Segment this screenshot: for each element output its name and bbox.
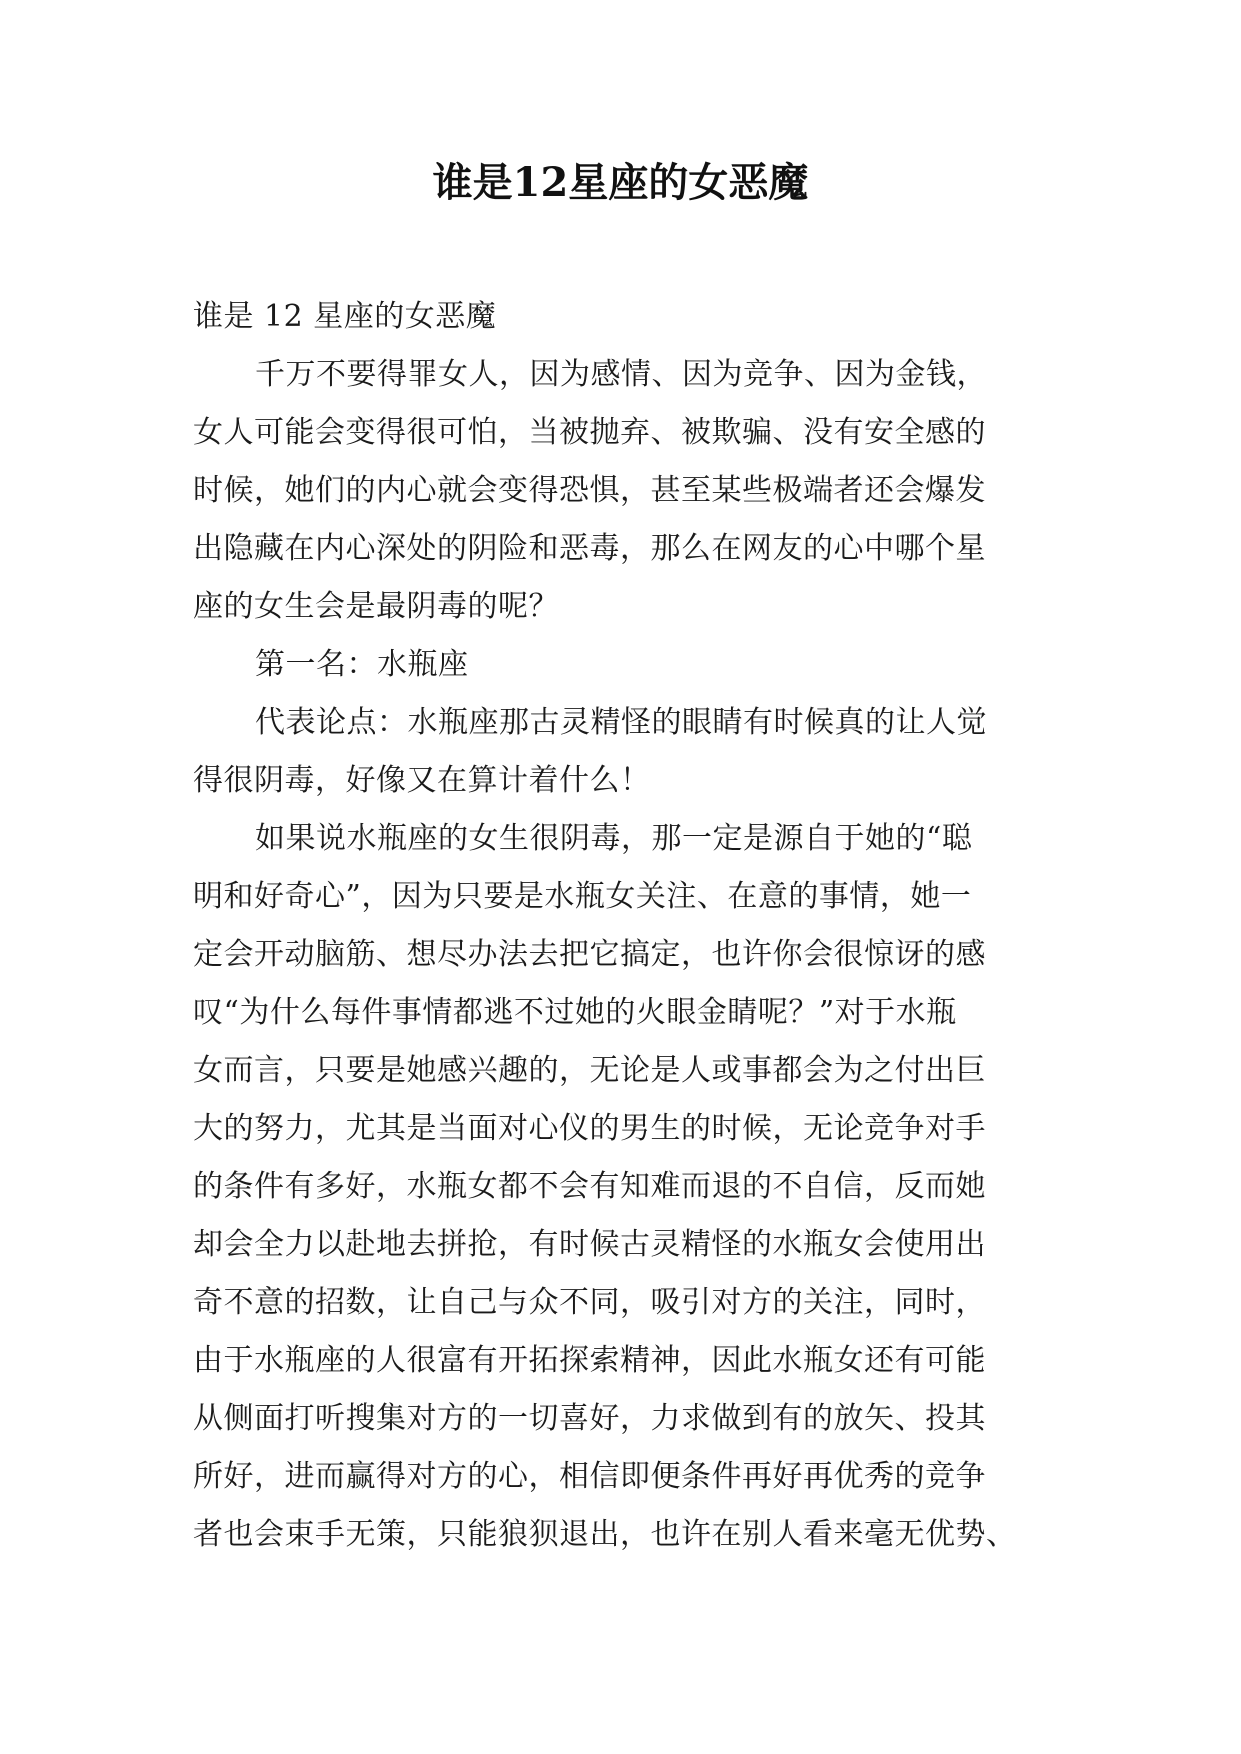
document-body: [193, 288, 1053, 1564]
paragraph-line: 从侧面打听搜集对方的一切喜好，力求做到有的放矢、投其: [193, 1401, 986, 1436]
paragraph-line: 如果说水瓶座的女生很阴毒，那一定是源自于她的“聪: [255, 821, 973, 856]
section-heading: 第一名：水瓶座: [255, 647, 469, 682]
paragraph-line: 叹“为什么每件事情都逃不过她的火眼金睛呢？”对于水瓶: [193, 995, 957, 1030]
paragraph-line: 由于水瓶座的人很富有开拓探索精神，因此水瓶女还有可能: [193, 1343, 986, 1378]
paragraph-line: 千万不要得罪女人，因为感情、因为竞争、因为金钱，: [255, 357, 987, 392]
paragraph-line: 明和好奇心”，因为只要是水瓶女关注、在意的事情，她一: [193, 879, 972, 914]
paragraph-line: 出隐藏在内心深处的阴险和恶毒，那么在网友的心中哪个星: [193, 531, 986, 566]
paragraph-line: 者也会束手无策，只能狼狈退出，也许在别人看来毫无优势、: [193, 1517, 1017, 1552]
paragraph-line: 的条件有多好，水瓶女都不会有知难而退的不自信，反而她: [193, 1169, 986, 1204]
paragraph-line: 大的努力，尤其是当面对心仪的男生的时候，无论竞争对手: [193, 1111, 986, 1146]
paragraph-line: 却会全力以赴地去拼抢，有时候古灵精怪的水瓶女会使用出: [193, 1227, 986, 1262]
paragraph-line: 座的女生会是最阴毒的呢？: [193, 589, 559, 624]
paragraph-line: 女人可能会变得很可怕，当被抛弃、被欺骗、没有安全感的: [193, 415, 986, 450]
paragraph-line: 时候，她们的内心就会变得恐惧，甚至某些极端者还会爆发: [193, 473, 986, 508]
document-title: 谁是12星座的女恶魔: [432, 159, 809, 206]
paragraph-line: 奇不意的招数，让自己与众不同，吸引对方的关注，同时，: [193, 1285, 986, 1320]
paragraph-line: 所好，进而赢得对方的心，相信即便条件再好再优秀的竞争: [193, 1459, 986, 1494]
paragraph-line: 得很阴毒，好像又在算计着什么！: [193, 763, 651, 798]
paragraph-line: 女而言，只要是她感兴趣的，无论是人或事都会为之付出巨: [193, 1053, 986, 1088]
paragraph-line: 定会开动脑筋、想尽办法去把它搞定，也许你会很惊讶的感: [193, 937, 986, 972]
subtitle-line: 谁是 12 星座的女恶魔: [193, 299, 497, 334]
paragraph-line: 代表论点：水瓶座那古灵精怪的眼睛有时候真的让人觉: [255, 705, 987, 740]
